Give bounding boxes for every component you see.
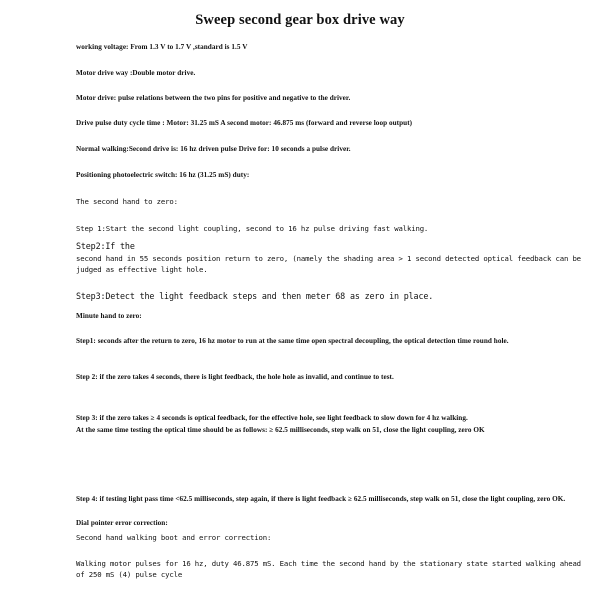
positioning-switch-line: Positioning photoelectric switch: 16 hz (31.25 mS) duty: — [76, 171, 250, 179]
motor-drive-way-line: Motor drive way :Double motor drive. — [76, 69, 196, 77]
second-hand-walking-heading: Second hand walking boot and error correction: — [76, 533, 272, 542]
walking-motor-paragraph: Walking motor pulses for 16 hz, duty 46.875 mS. Each time the second hand by the stationary state started walking ahead of 250 mS (4) pulse cycle — [76, 559, 581, 579]
minute-step-3-line: Step 3: if the zero takes ≥ 4 seconds is optical feedback, for the effective hole, see light feedback to slow down for 4 hz walking. — [76, 414, 468, 422]
document-title: Sweep second gear box drive way — [195, 12, 405, 28]
step-2-line: Step2:If the — [76, 241, 135, 251]
step-1-line: Step 1:Start the second light coupling, second to 16 hz pulse driving fast walking. — [76, 224, 429, 233]
minute-step-1-paragraph: Step1: seconds after the return to zero, 16 hz motor to run at the same time open spectral decoupling, the optical detection time round hole. — [76, 337, 509, 345]
minute-step-3-detail-paragraph: At the same time testing the optical time should be as follows: ≥ 62.5 milliseconds, step walk on 51, close the light coupling, zero OK — [76, 426, 485, 434]
minute-hand-zero-heading: Minute hand to zero: — [76, 312, 142, 320]
step-2-detail-paragraph: second hand in 55 seconds position return to zero, (namely the shading area > 1 second detected optical feedback can be judged as effective light hole. — [76, 254, 581, 274]
dial-pointer-correction-heading: Dial pointer error correction: — [76, 519, 168, 527]
minute-step-4-paragraph: Step 4: if testing light pass time <62.5 milliseconds, step again, if there is light feedback ≥ 62.5 milliseconds, step walk on 51, close the light coupling, zero OK. — [76, 495, 566, 503]
normal-walking-line: Normal walking:Second drive is: 16 hz driven pulse Drive for: 10 seconds a pulse driver. — [76, 145, 351, 153]
drive-pulse-duty-line: Drive pulse duty cycle time : Motor: 31.25 mS A second motor: 46.875 ms (forward and reverse loop output) — [76, 119, 413, 127]
motor-drive-line: Motor drive: pulse relations between the two pins for positive and negative to the driver. — [76, 94, 351, 102]
step-3-line: Step3:Detect the light feedback steps and then meter 68 as zero in place. — [76, 291, 434, 301]
working-voltage-line: working voltage: From 1.3 V to 1.7 V ,standard is 1.5 V — [76, 43, 248, 51]
second-hand-zero-heading: The second hand to zero: — [76, 197, 178, 206]
minute-step-2-line: Step 2: if the zero takes 4 seconds, there is light feedback, the hole hole as invalid, and continue to test. — [76, 373, 394, 381]
